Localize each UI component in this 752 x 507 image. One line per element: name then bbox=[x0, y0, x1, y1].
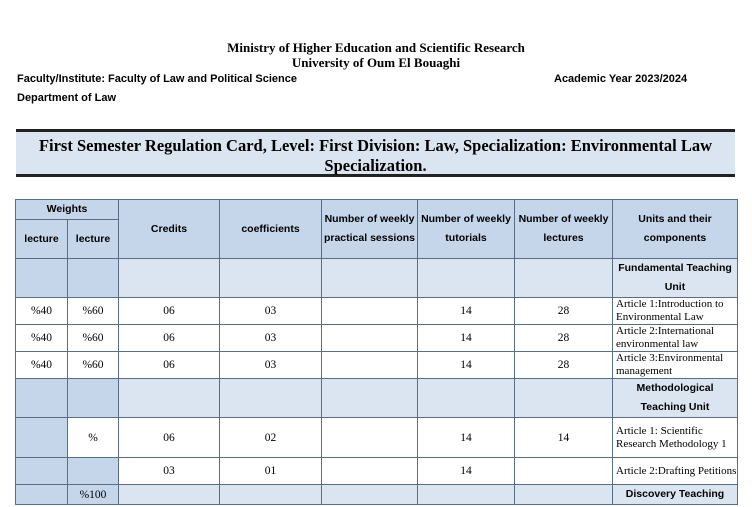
weight-2: % bbox=[68, 418, 119, 458]
table-row bbox=[16, 298, 738, 325]
article-name: Article 1:Introduction to Environmental Law bbox=[613, 298, 738, 325]
table-row bbox=[16, 325, 738, 352]
tutorials-cell: 14 bbox=[418, 298, 515, 325]
university-title: University of Oum El Bouaghi bbox=[291, 55, 461, 70]
article-name: Article 2:International environmental law bbox=[613, 325, 738, 352]
practical-cell bbox=[322, 298, 418, 325]
weight-1 bbox=[16, 458, 68, 485]
weight-2: %60 bbox=[68, 352, 119, 379]
weight-2 bbox=[68, 458, 119, 485]
unit-label: Fundamental Teaching Unit bbox=[613, 259, 738, 298]
tutorials-cell: 14 bbox=[418, 352, 515, 379]
table-row bbox=[16, 458, 738, 485]
coefficient-cell: 03 bbox=[220, 298, 322, 325]
lectures-cell: 14 bbox=[515, 418, 613, 458]
lectures-header: Number of weekly lectures bbox=[515, 200, 613, 259]
unit-label: Methodological Teaching Unit bbox=[613, 379, 738, 418]
coefficient-cell: 03 bbox=[220, 325, 322, 352]
tutorials-cell: 14 bbox=[418, 418, 515, 458]
practical-cell bbox=[322, 418, 418, 458]
weight-1: %40 bbox=[16, 325, 68, 352]
weight-2: %60 bbox=[68, 325, 119, 352]
regulation-table bbox=[15, 199, 738, 505]
unit-label: Discovery Teaching bbox=[613, 485, 738, 505]
weight-1 bbox=[16, 418, 68, 458]
practical-cell bbox=[322, 325, 418, 352]
faculty-label: Faculty/Institute: Faculty of Law and Political Science bbox=[17, 73, 297, 85]
lectures-cell bbox=[515, 458, 613, 485]
weight-lecture-header-2: lecture bbox=[68, 220, 119, 259]
practical-cell bbox=[322, 352, 418, 379]
weight-2: %60 bbox=[68, 298, 119, 325]
unit-row bbox=[16, 379, 738, 418]
article-name: Article 2:Drafting Petitions bbox=[613, 458, 738, 485]
table-row bbox=[16, 418, 738, 458]
units-header: Units and their components bbox=[613, 200, 738, 259]
weight-1: %40 bbox=[16, 298, 68, 325]
practical-header: Number of weekly practical sessions bbox=[322, 200, 418, 259]
lectures-cell: 28 bbox=[515, 352, 613, 379]
credits-cell: 06 bbox=[119, 352, 220, 379]
article-name: Article 1: Scientific Research Methodology 1 bbox=[613, 418, 738, 458]
tutorials-cell: 14 bbox=[418, 458, 515, 485]
ministry-title: Ministry of Higher Education and Scientific Research bbox=[227, 40, 525, 55]
unit-row bbox=[16, 259, 738, 298]
academic-year: Academic Year 2023/2024 bbox=[554, 73, 688, 85]
credits-cell: 06 bbox=[119, 298, 220, 325]
coefficient-cell: 01 bbox=[220, 458, 322, 485]
table-row bbox=[16, 352, 738, 379]
credits-cell: 06 bbox=[119, 325, 220, 352]
coefficient-cell: 02 bbox=[220, 418, 322, 458]
article-name: Article 3:Environmental management bbox=[613, 352, 738, 379]
coefficients-header: coefficients bbox=[220, 200, 322, 259]
coefficient-cell: 03 bbox=[220, 352, 322, 379]
weight-1: %40 bbox=[16, 352, 68, 379]
lectures-cell: 28 bbox=[515, 298, 613, 325]
practical-cell bbox=[322, 458, 418, 485]
weight-lecture-header-1: lecture bbox=[16, 220, 68, 259]
credits-cell: 03 bbox=[119, 458, 220, 485]
credits-cell: 06 bbox=[119, 418, 220, 458]
tutorials-cell: 14 bbox=[418, 325, 515, 352]
tutorials-header: Number of weekly tutorials bbox=[418, 200, 515, 259]
weight-2: %100 bbox=[68, 485, 119, 505]
weights-header: Weights bbox=[16, 200, 119, 220]
credits-header: Credits bbox=[119, 200, 220, 259]
department-label: Department of Law bbox=[17, 92, 117, 104]
lectures-cell: 28 bbox=[515, 325, 613, 352]
unit-row bbox=[16, 485, 738, 505]
regulation-card-title: First Semester Regulation Card, Level: First Division: Law, Specialization: Environmental Law Specialization. bbox=[16, 129, 735, 177]
